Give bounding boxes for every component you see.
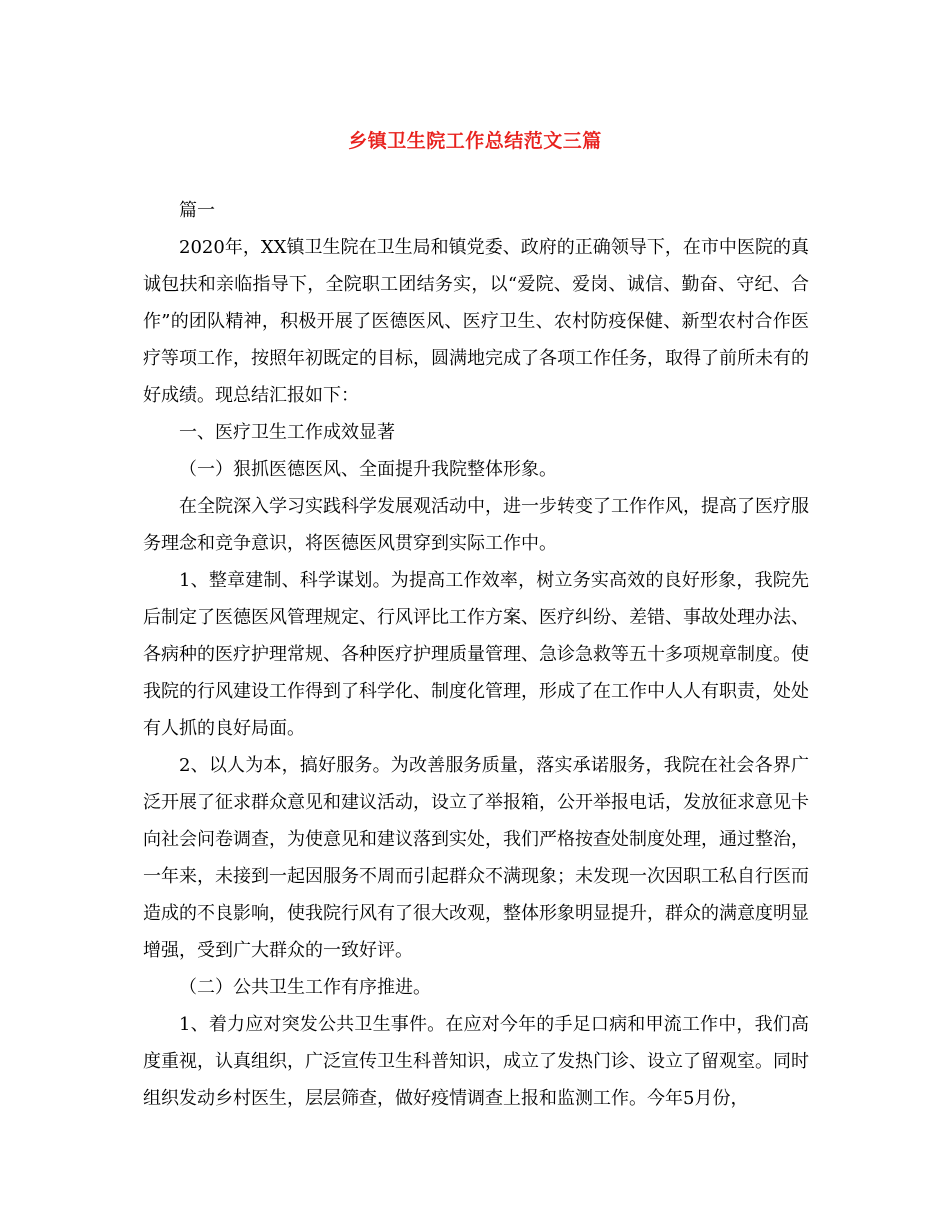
paragraph-ethics-study: 在全院深入学习实践科学发展观活动中，进一步转变了工作作风，提高了医疗服务理念和竞争意识，将医德医风贯穿到实际工作中。 <box>143 496 809 554</box>
paragraph-service: 2、以人为本，搞好服务。为改善服务质量，落实承诺服务，我院在社会各界广泛开展了征求群众意见和建议活动，设立了举报箱，公开举报电话，发放征求意见卡向社会问卷调查，为使意见和建议落到实处，我们严格按查处制度处理，通过整治，一年来，未接到一起因服务不周而引起群众不满现象；未发现一次因职工私自行医而造成的不良影响，使我院行风有了很大改观，整体形象明显提升，群众的满意度明显增强，受到广大群众的一致好评。 <box>143 755 809 961</box>
subheading-medical-ethics: （一）狠抓医德医风、全面提升我院整体形象。 <box>179 459 557 480</box>
subheading-public-health: （二）公共卫生工作有序推进。 <box>179 977 431 998</box>
section-heading-part-one: 篇一 <box>179 200 215 221</box>
document-body <box>143 192 809 1117</box>
section-heading-medical-work: 一、医疗卫生工作成效显著 <box>179 422 395 443</box>
document-title: 乡镇卫生院工作总结范文三篇 <box>348 130 602 152</box>
paragraph-rules: 1、整章建制、科学谋划。为提高工作效率，树立务实高效的良好形象，我院先后制定了医德医风管理规定、行风评比工作方案、医疗纠纷、差错、事故处理办法、各病种的医疗护理常规、各种医疗护理质量管理、急诊急救等五十多项规章制度。使我院的行风建设工作得到了科学化、制度化管理，形成了在工作中人人有职责，处处有人抓的良好局面。 <box>143 570 809 739</box>
paragraph-public-health-events: 1、着力应对突发公共卫生事件。在应对今年的手足口病和甲流工作中，我们高度重视，认真组织，广泛宣传卫生科普知识，成立了发热门诊、设立了留观室。同时组织发动乡村医生，层层筛查，做好疫情调查上报和监测工作。今年5月份， <box>143 1014 809 1109</box>
paragraph-intro: 2020年，XX镇卫生院在卫生局和镇党委、政府的正确领导下，在市中医院的真诚包扶和亲临指导下，全院职工团结务实，以“爱院、爱岗、诚信、勤奋、守纪、合作”的团队精神，积极开展了医德医风、医疗卫生、农村防疫保健、新型农村合作医疗等项工作，按照年初既定的目标，圆满地完成了各项工作任务，取得了前所未有的好成绩。现总结汇报如下： <box>143 237 809 406</box>
